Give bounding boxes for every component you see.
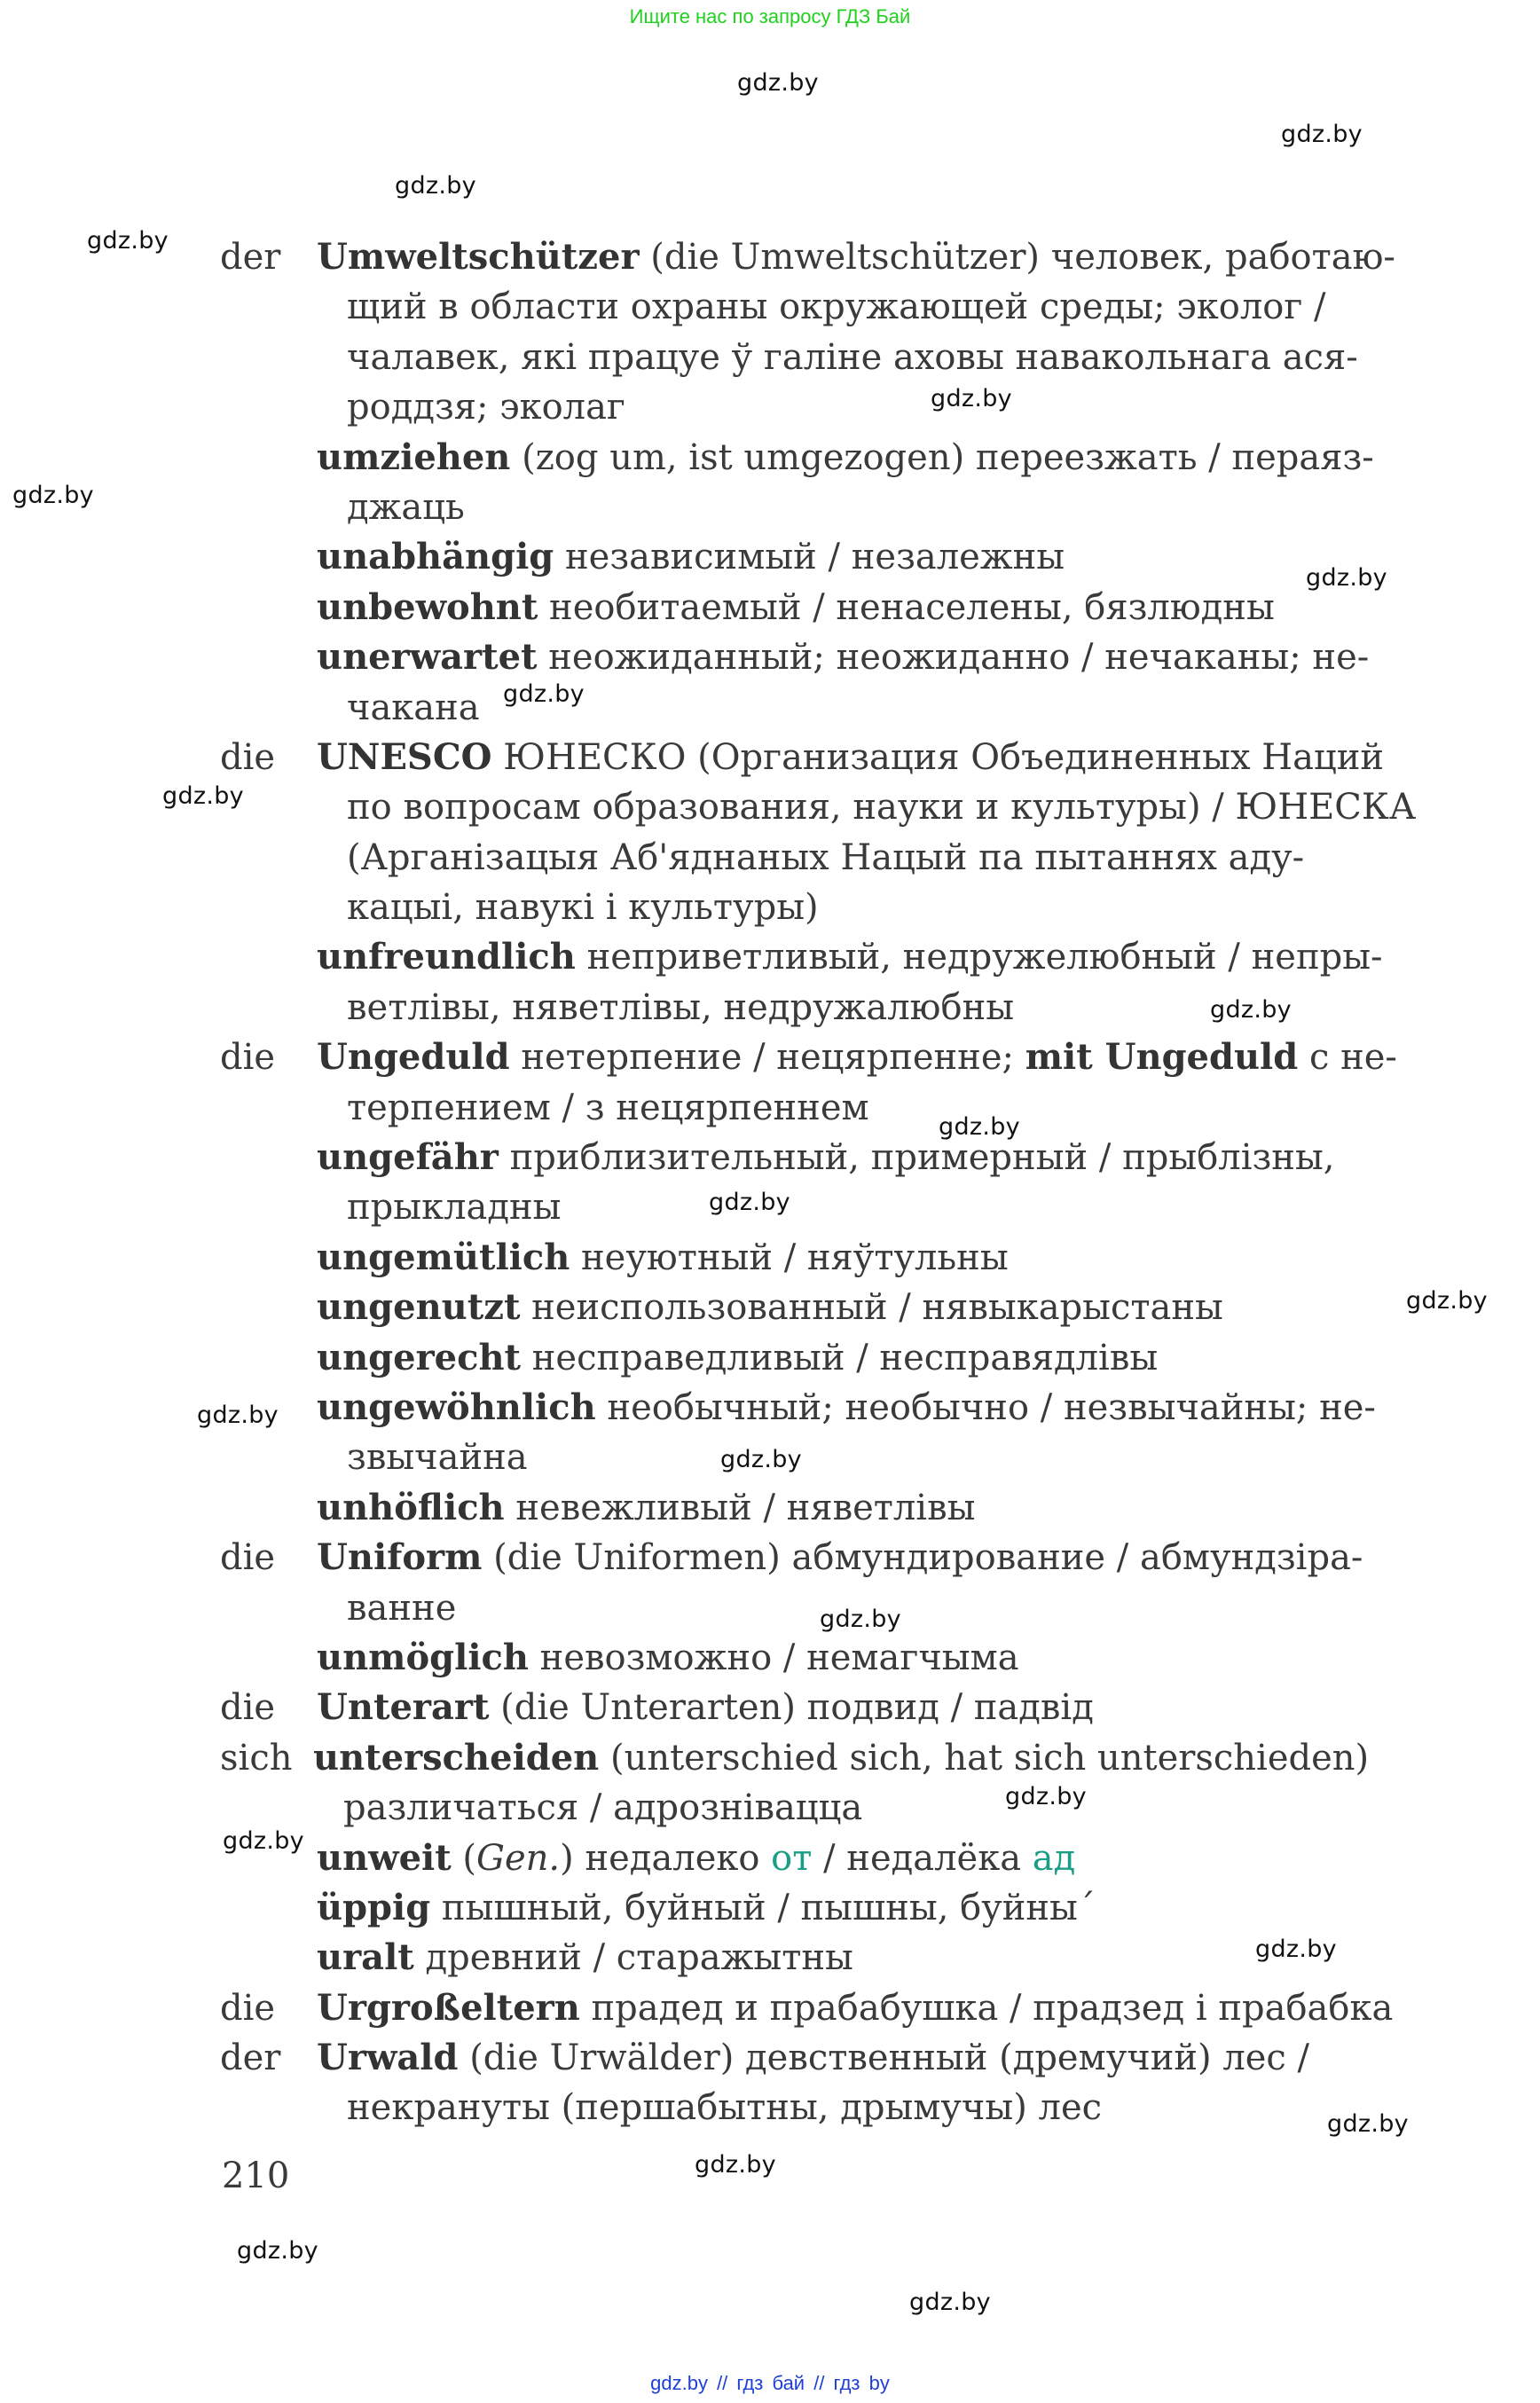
watermark: gdz.by <box>1281 121 1363 148</box>
watermark: gdz.by <box>12 482 94 509</box>
dictionary-entry <box>220 1883 1418 1933</box>
entry-line <box>317 1233 1418 1283</box>
entry-line <box>317 1283 1418 1332</box>
translation-text: неожиданный; неожиданно / нечаканы; не- <box>537 637 1370 679</box>
headword: umziehen <box>317 436 511 478</box>
entry-continuation-line <box>317 333 1418 382</box>
entry-continuation-line <box>317 1583 1418 1633</box>
dictionary-entry <box>220 1733 1418 1834</box>
translation-text: некрануты (першабытны, дрымучы) лес <box>347 2087 1103 2129</box>
watermark: gdz.by <box>695 2151 776 2179</box>
dictionary-entry <box>220 1133 1418 1233</box>
headword: ungenutzt <box>317 1286 521 1329</box>
headword: mit Ungeduld <box>1025 1036 1299 1079</box>
dictionary-entry <box>220 1283 1418 1332</box>
entry-continuation-line <box>317 883 1418 932</box>
translation-text: Gen. <box>476 1837 561 1879</box>
translation-text: кацыі, навукі і культуры) <box>347 887 819 929</box>
headword: unmöglich <box>317 1636 529 1678</box>
watermark: gdz.by <box>931 385 1012 412</box>
translation-text: прадед и прабабушка / прадзед і прабабка <box>579 1987 1394 2029</box>
entry-line <box>317 532 1418 582</box>
headword: unabhängig <box>317 536 554 578</box>
dictionary-entry <box>220 1933 1418 1983</box>
article-label: der <box>220 2038 281 2079</box>
headword: ungerecht <box>317 1336 522 1378</box>
translation-text: приблизительный, примерный / прыблізны, <box>498 1137 1335 1179</box>
dictionary-entry <box>220 1483 1418 1533</box>
watermark: gdz.by <box>939 1113 1020 1141</box>
translation-text: невежливый / няветлівы <box>504 1487 976 1528</box>
translation-text: роддзя; эколаг <box>347 387 625 428</box>
headword: ungefähr <box>317 1136 499 1179</box>
translation-text: ванне <box>347 1587 457 1629</box>
entry-continuation-line <box>313 1783 1418 1833</box>
entry-continuation-line <box>317 382 1418 432</box>
article-label: die <box>220 1987 276 2029</box>
translation-text: терпением / з нецярпеннем <box>347 1087 869 1128</box>
translation-text: ) недалеко <box>560 1837 772 1879</box>
entry-line <box>317 1383 1418 1433</box>
entry-line <box>317 2033 1418 2083</box>
entry-line <box>317 632 1418 682</box>
watermark: gdz.by <box>197 1402 279 1429</box>
translation-text: ветлівы, няветлівы, недружалюбны <box>347 986 1015 1028</box>
watermark: gdz.by <box>1327 2110 1409 2138</box>
watermark: gdz.by <box>720 1446 802 1473</box>
footer-links[interactable]: gdz.by // гдз бай // гдз by <box>650 2372 890 2394</box>
dictionary-entry <box>220 632 1418 733</box>
translation-text: различаться / адрозніваццa <box>343 1787 863 1829</box>
translation-text: щий в области охраны окружающей среды; эколог / <box>347 287 1326 328</box>
highlighted-preposition: от <box>771 1837 813 1879</box>
translation-text: нетерпение / нецярпенне; <box>509 1037 1025 1079</box>
headword: unfreundlich <box>317 936 576 978</box>
translation-text: невозможно / немагчыма <box>528 1637 1019 1678</box>
watermark: gdz.by <box>820 1606 901 1633</box>
headword: Unterart <box>317 1686 490 1729</box>
watermark: gdz.by <box>1406 1287 1488 1315</box>
entry-continuation-line <box>317 833 1418 883</box>
headword: UNESCO <box>317 735 492 778</box>
entry-line <box>317 1133 1418 1182</box>
headword: Uniform <box>317 1536 483 1579</box>
entry-continuation-line <box>317 683 1418 733</box>
watermark: gdz.by <box>737 69 819 97</box>
entry-line <box>317 1333 1418 1383</box>
translation-text: пышный, буйный / пышны, буйны´ <box>430 1887 1096 1928</box>
dictionary-entries <box>220 232 1418 2133</box>
watermark: gdz.by <box>1005 1783 1087 1810</box>
watermark: gdz.by <box>395 172 476 200</box>
entry-continuation-line <box>317 782 1418 832</box>
translation-text: прыкладны <box>347 1187 562 1229</box>
translation-text: древний / старажытны <box>413 1937 853 1979</box>
translation-text: необитаемый / ненаселены, бязлюдны <box>538 586 1275 628</box>
watermark: gdz.by <box>503 680 585 708</box>
translation-text: (unterschied sich, hat sich unterschieden) <box>599 1737 1370 1779</box>
entry-line <box>317 1834 1418 1883</box>
translation-text: чакана <box>347 687 480 728</box>
watermark: gdz.by <box>709 1189 790 1216</box>
translation-text: неприветливый, недружелюбный / непры- <box>575 937 1383 978</box>
entry-continuation-line <box>317 983 1418 1033</box>
headword: unhöflich <box>317 1486 505 1528</box>
dictionary-entry <box>220 1983 1418 2033</box>
dictionary-entry <box>220 1633 1418 1683</box>
dictionary-entry <box>220 1333 1418 1383</box>
article-label: die <box>220 1687 276 1729</box>
dictionary-entry <box>220 1834 1418 1883</box>
entry-continuation-line <box>317 1182 1418 1232</box>
watermark: gdz.by <box>162 782 244 810</box>
entry-continuation-line <box>317 483 1418 532</box>
entry-line <box>317 583 1418 632</box>
translation-text: / недалёка <box>812 1837 1033 1879</box>
headword: ungemütlich <box>317 1236 570 1278</box>
entry-line <box>317 1933 1418 1983</box>
dictionary-entry <box>220 433 1418 533</box>
entry-line <box>317 1883 1418 1933</box>
entry-continuation-line <box>317 282 1418 332</box>
translation-text: необычный; необычно / незвычайны; не- <box>595 1386 1376 1428</box>
headword: Urwald <box>317 2037 459 2079</box>
dictionary-entry <box>220 932 1418 1033</box>
translation-text: чалавек, які працуе ў галіне аховы навакольнага ася- <box>347 336 1358 378</box>
translation-text: по вопросам образования, науки и культуры) / ЮНЕСКА <box>347 787 1417 828</box>
article-label: die <box>220 1037 276 1079</box>
article-label: sich <box>220 1737 293 1779</box>
translation-text: с не- <box>1298 1037 1397 1079</box>
translation-text: независимый / незалежны <box>554 537 1065 578</box>
entry-line <box>317 733 1418 782</box>
watermark: gdz.by <box>1306 564 1387 592</box>
watermark: gdz.by <box>909 2289 991 2316</box>
dictionary-entry <box>220 1683 1418 1732</box>
dictionary-entry <box>220 1233 1418 1283</box>
translation-text: (die Urwälder) девственный (дремучий) лес / <box>458 2038 1310 2079</box>
dictionary-entry <box>220 532 1418 582</box>
watermark: gdz.by <box>223 1827 304 1855</box>
headword: uralt <box>317 1936 414 1979</box>
translation-text: неиспользованный / нявыкарыстаны <box>520 1287 1223 1329</box>
entry-line <box>317 1483 1418 1533</box>
translation-text: джаць <box>347 486 465 528</box>
article-label: der <box>220 237 281 278</box>
translation-text: (zog um, ist umgezogen) переезжать / пераяз- <box>510 436 1374 478</box>
article-label: die <box>220 1537 276 1579</box>
headword: Ungeduld <box>317 1036 510 1079</box>
dictionary-entry <box>220 583 1418 632</box>
article-label: die <box>220 736 276 778</box>
entry-continuation-line <box>317 2083 1418 2132</box>
dictionary-entry <box>220 1033 1418 1133</box>
headword: ungewöhnlich <box>317 1386 596 1428</box>
entry-line <box>313 1733 1418 1783</box>
entry-line <box>317 433 1418 483</box>
headword: unbewohnt <box>317 585 538 628</box>
entry-line <box>317 232 1418 282</box>
headword: üppig <box>317 1886 431 1928</box>
entry-line <box>317 1633 1418 1683</box>
watermark: gdz.by <box>1210 996 1292 1024</box>
dictionary-entry <box>220 2033 1418 2133</box>
translation-text: ( <box>451 1837 477 1879</box>
entry-line <box>317 1683 1418 1732</box>
entry-line <box>317 932 1418 982</box>
headword: unterscheiden <box>313 1736 600 1779</box>
dictionary-entry <box>220 1533 1418 1633</box>
translation-text: ЮНЕСКО (Организация Объединенных Наций <box>491 736 1385 778</box>
dictionary-entry <box>220 232 1418 433</box>
watermark: gdz.by <box>237 2237 318 2265</box>
translation-text: (Арганізацыя Аб'яднаных Нацый па пытаннях аду- <box>347 836 1305 878</box>
watermark: gdz.by <box>1255 1936 1337 1963</box>
translation-text: несправедливый / несправядлівы <box>521 1337 1159 1378</box>
translation-text: (die Umweltschützer) человек, работаю- <box>639 237 1395 278</box>
translation-text: неуютный / няўтульны <box>570 1237 1009 1278</box>
highlighted-preposition: ад <box>1032 1837 1076 1879</box>
headword: unweit <box>317 1836 452 1879</box>
entry-line <box>317 1533 1418 1582</box>
headword: Umweltschützer <box>317 236 640 278</box>
dictionary-entry <box>220 733 1418 933</box>
entry-line <box>317 1983 1418 2033</box>
entry-line <box>317 1033 1418 1082</box>
entry-continuation-line <box>317 1433 1418 1482</box>
watermark: gdz.by <box>87 227 169 255</box>
headword: unerwartet <box>317 636 538 679</box>
page-number: 210 <box>222 2156 290 2196</box>
translation-text: (die Unterarten) подвид / падвід <box>489 1687 1094 1729</box>
entry-continuation-line <box>317 1083 1418 1133</box>
translation-text: (die Uniformen) абмундирование / абмундзіра- <box>482 1537 1363 1579</box>
headword: Urgroßeltern <box>317 1986 580 2029</box>
translation-text: звычайна <box>347 1437 528 1479</box>
dictionary-entry <box>220 1383 1418 1483</box>
search-banner: Ищите нас по запросу ГДЗ Бай <box>629 5 911 27</box>
